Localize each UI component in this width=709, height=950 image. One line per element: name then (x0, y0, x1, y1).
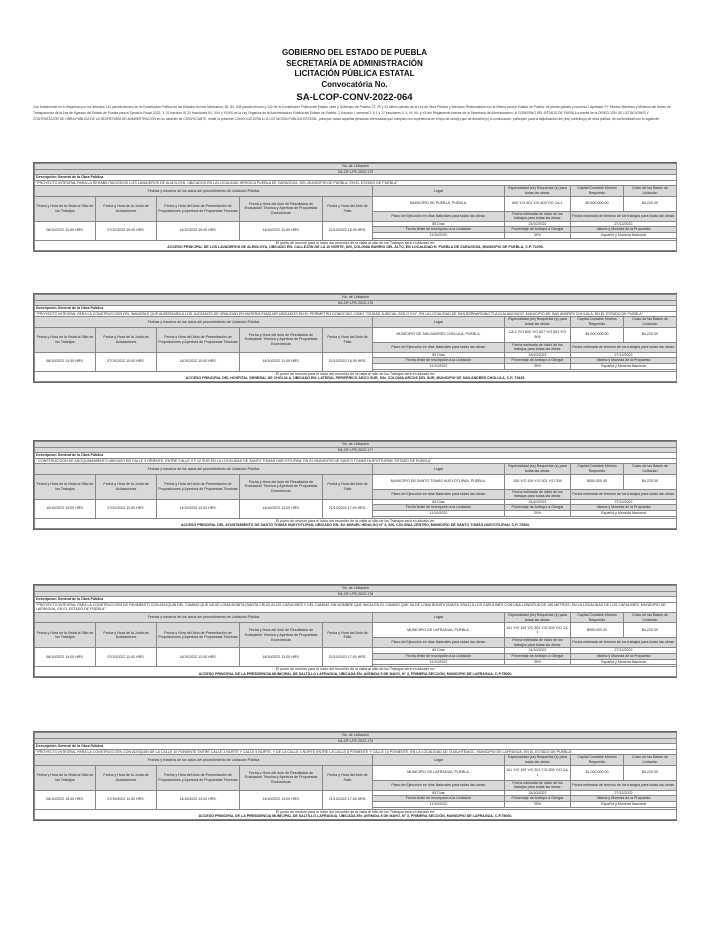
plazo-label: Plazo de Ejecución en días Naturales para todas las obras: (373, 489, 505, 499)
presentacion-value: 14/10/2022 10:00 HRS. (157, 221, 240, 240)
no-licitacion-label: No. de Licitación (35, 442, 677, 448)
idioma-value: Español y Moneda Nacional (571, 801, 677, 807)
lugar-value: MUNICIPIO DE SANTO TOMÁS HUEYOTLIPAN, PUEBLA. (373, 474, 505, 489)
punto-reunion-value: ACCESO PRINCIPAL DE LOS LAVADEROS DE ALMOLOYA, UBICADO EN: CALLEJÓN DE LA 10 NORTE, S/N, COLONIA BARRIO DEL ALTO, EN LOCALIDAD H. PUEBLA DE ZARAGOZA, MUNICIPIO DE PUEBLA, C.P. 72290. (167, 245, 544, 250)
no-licitacion-label: No. de Licitación (35, 733, 677, 739)
limite-label: Fecha límite de Inscripción a la Licitación (373, 796, 505, 802)
visita-value: 10/10/2022 10:00 HRS. (35, 499, 96, 518)
fallo-value: 21/10/2022 16:30 HRS. (323, 352, 373, 371)
capital-label: Capital Contable Mínimo Requerido (571, 464, 624, 474)
limite-value: 11/10/2022 (373, 510, 505, 516)
junta-label: Fecha y Hora de la Junta de Aclaraciones (96, 765, 157, 790)
anticipo-value: 30% (505, 510, 571, 516)
plazo-label: Plazo de Ejecución en días Naturales para todas las obras: (373, 638, 505, 648)
document-header (0, 48, 709, 104)
especialidad-value: 600 Y/O 601 Y/O 609 Y/O CA-1 (505, 196, 571, 211)
costo-label: Costo de las Bases de Licitación (624, 317, 677, 327)
anticipo-label: Porcentaje de Anticipo a Otorgar (505, 505, 571, 511)
junta-value: 07/10/2022 10:00 HRS. (96, 221, 157, 240)
visita-value: 06/10/2022 15:30 HRS. (35, 790, 96, 809)
descripcion-value: "PROYECTO INTEGRAL PARA LA CONSTRUCCIÓN DE PAVIMENTO CON ADOQUÍN DEL CAMINO QUE VA DE LOMA BONITA (SANTA CRUZ) A LOS CAPULINES Y DEL CAMINO SIN NOMBRE QUE INICIA EN EL CAMINO QUE VA DE LOMA BONITA (SANTA CRUZ) A LOS CAPULINES CON UNA LONGITUD DE 196 METROS, EN LA LOCALIDAD DE LOS CAPULINES, MUNICIPIO DE LAFRAGUA, EN EL ESTADO DE PUEBLA" (35, 602, 677, 612)
costo-label: Costo de las Bases de Licitación (624, 464, 677, 474)
punto-reunion-label: El punto de reunión para el inicio del recorrido de la visita al sitio de los Trabajos será el ubicado en: (275, 240, 436, 245)
licitacion-block (33, 584, 677, 678)
idioma-label: Idioma y Moneda de la Propuesta (571, 358, 677, 364)
visita-label: Fecha y Hora de la Visita al Sitio de los Trabajos (35, 765, 96, 790)
idioma-label: Idioma y Moneda de la Propuesta (571, 653, 677, 659)
termino-label: Fecha estimada de termino de los trabajos para todas las obras: (571, 211, 677, 221)
termino-label: Fecha estimada de termino de los trabajos para todas las obras: (571, 489, 677, 499)
presentacion-label: Fecha y Hora del Acto de Presentación de Proposiciones y Apertura de Propuestas Técnicas (157, 765, 240, 790)
fechas-label: Fechas y horarios de los actos del procedimiento de Licitación Pública (35, 612, 373, 622)
lugar-label: Lugar (373, 612, 505, 622)
lugar-label: Lugar (373, 755, 505, 765)
idioma-value: Español y Moneda Nacional (571, 510, 677, 516)
fallo-label: Fecha y Hora del Acto de Fallo (323, 327, 373, 352)
descripcion-value: "PROYECTO INTEGRAL PARA LA CONSTRUCCIÓN CON ADOQUÍN DE LA CALLE 10 PONIENTE ENTRE CALLE 3 NORTE Y CALLE 5 NORTE, Y DE LA CALLE 3 NORTE ENTRE LA CALLE 8 PONIENTE Y CALLE 10 PONIENTE, EN LA LOCALIDAD DE CUAUHTÉMOC, MUNICIPIO DE LAFRAGUA, EN EL ESTADO DE PUEBLA" (35, 749, 677, 755)
resultados-value: 14/10/2022 13:00 HRS. (240, 648, 323, 667)
costo-value: $4,220.00 (624, 623, 677, 638)
inicio-value: 24/10/2022 (505, 790, 571, 796)
punto-reunion (35, 240, 677, 250)
junta-value: 07/10/2022 11:00 HRS. (96, 499, 157, 518)
presentacion-label: Fecha y Hora del Acto de Presentación de Proposiciones y Apertura de Propuestas Técnicas (157, 327, 240, 352)
lugar-value: MUNICIPIO DE PUEBLA, PUEBLA. (373, 196, 505, 211)
presentacion-value: 14/10/2022 10:00 HRS. (157, 352, 240, 371)
fechas-label: Fechas y horarios de los actos del procedimiento de Licitación Pública (35, 464, 373, 474)
visita-label: Fecha y Hora de la Visita al Sitio de los Trabajos (35, 623, 96, 648)
especialidad-label: Especialidad (es) Requerida (s) para todas las obras: (505, 186, 571, 196)
anticipo-value: 30% (505, 363, 571, 369)
capital-value: $500,000.00 (571, 474, 624, 489)
termino-value: 27/12/2022 (571, 499, 677, 505)
idioma-value: Español y Moneda Nacional (571, 232, 677, 238)
plazo-value: 65 Días (373, 790, 505, 796)
limite-label: Fecha límite de Inscripción a la Licitación (373, 227, 505, 233)
resultados-label: Fecha y Hora del Acto de Resultados de Evaluación Técnica y Apertura de Propuestas Económicas (240, 765, 323, 790)
anticipo-value: 30% (505, 659, 571, 665)
fallo-value: 21/10/2022 16:30 HRS. (323, 221, 373, 240)
punto-reunion (35, 667, 677, 677)
plazo-value: 65 Días (373, 648, 505, 654)
presentacion-label: Fecha y Hora del Acto de Presentación de Proposiciones y Apertura de Propuestas Técnicas (157, 623, 240, 648)
termino-value: 27/12/2022 (571, 648, 677, 654)
inicio-label: Fecha estimada de inicio de los trabajos para todas las obras: (505, 342, 571, 352)
limite-label: Fecha límite de Inscripción a la Licitación (373, 505, 505, 511)
especialidad-value: 101 Y/O 109 Y/O 301 Y/O 309 Y/O CA-1 (505, 623, 571, 638)
termino-label: Fecha estimada de termino de los trabajos para todas las obras: (571, 780, 677, 790)
anticipo-value: 30% (505, 232, 571, 238)
descripcion-value: " CONSTRUCCIÓN DE ADOQUINAMIENTO UBICADO EN CALLE 3 ORIENTE, ENTRE CALLE 4 Y 12 SUR EN LA LOCALIDAD DE SANTO TOMÁS HUEYOTLIPAN, EN EL MUNICIPIO DE SANTO TOMÁS HUEYOTLIPAN, ESTADO DE PUEBLA" (35, 458, 677, 464)
limite-value: 11/10/2022 (373, 363, 505, 369)
lugar-label: Lugar (373, 317, 505, 327)
plazo-label: Plazo de Ejecución en días Naturales para todas las obras: (373, 211, 505, 221)
licitacion-block (33, 293, 677, 383)
junta-value: 07/10/2022 11:00 HRS. (96, 648, 157, 667)
descripcion-label: Descripción General de la Obra Pública (35, 744, 677, 750)
plazo-label: Plazo de Ejecución en días Naturales para todas las obras: (373, 780, 505, 790)
punto-reunion-value: ACCESO PRINCIPAL DEL HOSPITAL GENERAL DE CHOLULA, UBICADO EN: LATERAL PERIFÉRICO ARCO SUR, S/N, COLONIA ARCOS DEL SUR, MUNICIPIO DE SAN ANDRÉS CHOLULA, C.P. 72825. (185, 376, 526, 381)
visita-value: 06/10/2022 14:30 HRS. (35, 352, 96, 371)
fallo-value: 21/10/2022 17:00 HRS. (323, 499, 373, 518)
anticipo-label: Porcentaje de Anticipo a Otorgar (505, 227, 571, 233)
costo-value: $4,220.00 (624, 196, 677, 211)
resultados-value: 14/10/2022 13:00 HRS. (240, 499, 323, 518)
fallo-value: 21/10/2022 17:00 HRS. (323, 790, 373, 809)
especialidad-value: 101 Y/O 109 Y/O 301 Y/O 309 Y/O CA-1 (505, 765, 571, 780)
limite-label: Fecha límite de Inscripción a la Licitación (373, 358, 505, 364)
punto-reunion-value: ACCESO PRINCIPAL DE LA PRESIDENCIA MUNICIPAL DE SALTILLO LAFRAGUA, UBICADA EN: AVENIDA 5 DE MAYO, N° 3, PRIMERA SECCIÓN, MUNICIPIO DE LAFRAGUA, C.P.75060. (198, 671, 513, 676)
no-licitacion-label: No. de Licitación (35, 164, 677, 170)
idioma-value: Español y Moneda Nacional (571, 363, 677, 369)
presentacion-value: 14/10/2022 12:00 HRS. (157, 499, 240, 518)
capital-label: Capital Contable Mínimo Requerido (571, 186, 624, 196)
limite-value: 11/10/2022 (373, 801, 505, 807)
punto-reunion-label: El punto de reunión para el inicio del recorrido de la visita al sitio de los Trabajos será el ubicado en: (275, 809, 436, 814)
resultados-label: Fecha y Hora del Acto de Resultados de Evaluación Técnica y Apertura de Propuestas Económicas (240, 196, 323, 221)
plazo-value: 65 Días (373, 499, 505, 505)
resultados-label: Fecha y Hora del Acto de Resultados de Evaluación Técnica y Apertura de Propuestas Económicas (240, 327, 323, 352)
punto-reunion (35, 809, 677, 819)
visita-value: 06/10/2022 14:00 HRS. (35, 648, 96, 667)
presentacion-label: Fecha y Hora del Acto de Presentación de Proposiciones y Apertura de Propuestas Técnicas (157, 474, 240, 499)
punto-reunion-label: El punto de reunión para el inicio del recorrido de la visita al sitio de los Trabajos será el ubicado en: (275, 667, 436, 672)
junta-label: Fecha y Hora de la Junta de Aclaraciones (96, 623, 157, 648)
limite-value: 11/10/2022 (373, 659, 505, 665)
licitacion-block (33, 440, 677, 530)
visita-label: Fecha y Hora de la Visita al Sitio de los Trabajos (35, 474, 96, 499)
resultados-value: 14/10/2022 11:00 HRS. (240, 221, 323, 240)
fallo-label: Fecha y Hora del Acto de Fallo (323, 474, 373, 499)
no-licitacion-value: SA-OP-LPE-2022-179 (35, 738, 677, 744)
no-licitacion-label: No. de Licitación (35, 295, 677, 301)
capital-label: Capital Contable Mínimo Requerido (571, 317, 624, 327)
anticipo-label: Porcentaje de Anticipo a Otorgar (505, 653, 571, 659)
capital-value: $1,000,000.00 (571, 765, 624, 780)
no-licitacion-value: SA-OP-LPE-2022-175 (35, 169, 677, 175)
inicio-label: Fecha estimada de inicio de los trabajos para todas las obras: (505, 211, 571, 221)
descripcion-value: "PROYECTO INTEGRAL PARA LA CONSTRUCCIÓN DEL INMUEBLE QUE ALBERGARÁ A LOS JUZGADOS DE ORALIDAD EN MATERIA FAMILIAR UBICADOS EN EL PERÍMETRO CONOCIDO COMO "CIUDAD JUDICIAL SIGLO XXI", EN LA LOCALIDAD DE SAN BERNARDINO TLAXCALANCINGO, MUNICIPIO DE SAN ANDRÉS CHOLULA, EN EL ESTADO DE PUEBLA" (35, 311, 677, 317)
junta-label: Fecha y Hora de la Junta de Aclaraciones (96, 327, 157, 352)
idioma-value: Español y Moneda Nacional (571, 659, 677, 665)
visita-label: Fecha y Hora de la Visita al Sitio de los Trabajos (35, 327, 96, 352)
especialidad-value: 100 Y/O 109 Y/O 301 Y/O 309 (505, 474, 571, 489)
termino-label: Fecha estimada de termino de los trabajos para todas las obras: (571, 342, 677, 352)
no-licitacion-value: SA-OP-LPE-2022-178 (35, 591, 677, 597)
inicio-value: 24/10/2022 (505, 499, 571, 505)
termino-value: 27/12/2022 (571, 221, 677, 227)
convocatoria-code: SA-LCOP-CONV-2022-064 (296, 92, 413, 103)
intro-paragraph: Con fundamento en lo dispuesto por los artículos 134 párrafo tercero de la Constitución Política de los Estados Unidos Mexicanos, 82, 83, 108 párrafo tercero y 122 de la Constitución Política del Estado Libre y Soberano de Puebla; 27, 29 y 31 último párrafo de la Ley de Obra Pública y Servicios Relacionados con la Misma para el Estado de Puebla; 46 primer párrafo y numeral 2 Apartado "H" Montos Máximos y Mínimos del Anexo de Transparencia de la Ley de Egresos del Estado de Puebla para el Ejercicio Fiscal 2022; 3, 31 fracción III, 34 fracciones XV, XXII y XXXIII de la Ley Orgánica de la Administración Pública del Estado de Puebla; 2, fracción I, numeral 1, 5.1 y 17 fracciones II, V, VI, VII, y XII del Reglamento Interior de la Secretaría de Administración, el GOBIERNO DEL ESTADO DE PUEBLA a través de la DIRECCIÓN DE LICITACIONES Y CONTRATACIÓN DE OBRA PÚBLICA DE LA SECRETARÍA DE ADMINISTRACIÓN en su carácter de CONVOCANTE, emite la presente CONVOCATORIA A LA LICITACIÓN PÚBLICA ESTATAL, para que todas aquellas personas interesadas que cumplan con experiencia en el tipo de obra(s) que se describe(n) a continuación, participen para la adjudicación del (los) contrato(s) de obra pública, de conformidad con lo siguiente: (33, 105, 671, 121)
fechas-label: Fechas y horarios de los actos del procedimiento de Licitación Pública (35, 186, 373, 196)
costo-value: $4,220.00 (624, 327, 677, 342)
termino-value: 27/12/2022 (571, 790, 677, 796)
resultados-label: Fecha y Hora del Acto de Resultados de Evaluación Técnica y Apertura de Propuestas Económicas (240, 623, 323, 648)
presentacion-value: 14/10/2022 12:00 HRS. (157, 790, 240, 809)
inicio-label: Fecha estimada de inicio de los trabajos para todas las obras: (505, 638, 571, 648)
header-line-2: SECRETARÍA DE ADMINISTRACIÓN (286, 58, 423, 68)
capital-value: $2,600,000.00 (571, 196, 624, 211)
termino-label: Fecha estimada de termino de los trabajos para todas las obras: (571, 638, 677, 648)
lugar-value: MUNICIPIO DE LAFRAGUA, PUEBLA. (373, 765, 505, 780)
lugar-value: MUNICIPIO DE SAN ANDRÉS CHOLULA, PUEBLA. (373, 327, 505, 342)
resultados-value: 14/10/2022 11:00 HRS. (240, 352, 323, 371)
fallo-value: 21/10/2022 17:00 HRS. (323, 648, 373, 667)
idioma-label: Idioma y Moneda de la Propuesta (571, 227, 677, 233)
plazo-label: Plazo de Ejecución en días Naturales para todas las obras: (373, 342, 505, 352)
descripcion-value: "PROYECTO INTEGRAL PARA LA REHABILITACIÓN DE LOS LAVADEROS DE ALMOLOYA, UBICADOS EN LA LOCALIDAD HEROICA PUEBLA DE ZARAGOZA, DEL MUNICIPIO DE PUEBLA, EN EL ESTADO DE PUEBLA" (35, 180, 677, 186)
lugar-value: MUNICIPIO DE LAFRAGUA, PUEBLA. (373, 623, 505, 638)
punto-reunion-label: El punto de reunión para el inicio del recorrido de la visita al sitio de los Trabajos será el ubicado en: (275, 518, 436, 523)
punto-reunion (35, 518, 677, 528)
punto-reunion-label: El punto de reunión para el inicio del recorrido de la visita al sitio de los Trabajos será el ubicado en: (275, 371, 436, 376)
visita-value: 06/10/2022 11:00 HRS. (35, 221, 96, 240)
descripcion-label: Descripción General de la Obra Pública (35, 597, 677, 603)
idioma-label: Idioma y Moneda de la Propuesta (571, 796, 677, 802)
resultados-label: Fecha y Hora del Acto de Resultados de Evaluación Técnica y Apertura de Propuestas Económicas (240, 474, 323, 499)
costo-label: Costo de las Bases de Licitación (624, 755, 677, 765)
capital-value: $4,500,000.00 (571, 327, 624, 342)
punto-reunion (35, 371, 677, 381)
junta-label: Fecha y Hora de la Junta de Aclaraciones (96, 196, 157, 221)
inicio-value: 24/10/2022 (505, 352, 571, 358)
header-line-4: Convocatória No. (321, 79, 388, 89)
inicio-label: Fecha estimada de inicio de los trabajos para todas las obras: (505, 489, 571, 499)
visita-label: Fecha y Hora de la Visita al Sitio de los Trabajos (35, 196, 96, 221)
junta-label: Fecha y Hora de la Junta de Aclaraciones (96, 474, 157, 499)
header-line-3: LICITACIÓN PÚBLICA ESTATAL (294, 69, 415, 78)
fallo-label: Fecha y Hora del Acto de Fallo (323, 623, 373, 648)
punto-reunion-value: ACCESO PRINCIPAL DE LA PRESIDENCIA MUNICIPAL DE SALTILLO LAFRAGUA, UBICADA EN: AVENIDA 5 DE MAYO, N° 3, PRIMERA SECCIÓN, MUNICIPIO DE LAFRAGUA, C.P.75060. (198, 814, 513, 819)
especialidad-label: Especialidad (es) Requerida (s) para todas las obras: (505, 317, 571, 327)
costo-value: $4,220.00 (624, 474, 677, 489)
idioma-label: Idioma y Moneda de la Propuesta (571, 505, 677, 511)
plazo-value: 65 Días (373, 352, 505, 358)
plazo-value: 65 Días (373, 221, 505, 227)
no-licitacion-value: SA-OP-LPE-2022-177 (35, 447, 677, 453)
resultados-value: 14/10/2022 13:00 HRS. (240, 790, 323, 809)
costo-label: Costo de las Bases de Licitación (624, 612, 677, 622)
limite-value: 11/10/2022 (373, 232, 505, 238)
costo-value: $4,220.00 (624, 765, 677, 780)
limite-label: Fecha límite de Inscripción a la Licitación (373, 653, 505, 659)
termino-value: 27/12/2022 (571, 352, 677, 358)
especialidad-label: Especialidad (es) Requerida (s) para todas las obras: (505, 464, 571, 474)
no-licitacion-label: No. de Licitación (35, 586, 677, 592)
inicio-value: 24/10/2022 (505, 648, 571, 654)
inicio-value: 24/10/2022 (505, 221, 571, 227)
fechas-label: Fechas y horarios de los actos del procedimiento de Licitación Pública (35, 317, 373, 327)
anticipo-label: Porcentaje de Anticipo a Otorgar (505, 796, 571, 802)
fechas-label: Fechas y horarios de los actos del procedimiento de Licitación Pública (35, 755, 373, 765)
especialidad-label: Especialidad (es) Requerida (s) para todas las obras: (505, 612, 571, 622)
lugar-label: Lugar (373, 186, 505, 196)
lugar-label: Lugar (373, 464, 505, 474)
presentacion-value: 14/10/2022 12:00 HRS. (157, 648, 240, 667)
licitacion-block (33, 731, 677, 821)
descripcion-label: Descripción General de la Obra Pública (35, 306, 677, 312)
descripcion-label: Descripción General de la Obra Pública (35, 453, 677, 459)
inicio-label: Fecha estimada de inicio de los trabajos para todas las obras: (505, 780, 571, 790)
costo-label: Costo de las Bases de Licitación (624, 186, 677, 196)
header-line-1: GOBIERNO DEL ESTADO DE PUEBLA (281, 48, 428, 57)
capital-label: Capital Contable Mínimo Requerido (571, 755, 624, 765)
punto-reunion-value: ACCESO PRINCIPAL DEL AYUNTAMIENTO DE SANTO TOMÁS HUEYOTLIPAN, UBICADO EN: AV. MIGUEL HIDALGO N° 3, S/N, COLONIA CENTRO, MUNICIPIO DE SANTO TOMÁS HUEYOTLIPAN, C.P. 75500. (180, 523, 531, 528)
capital-label: Capital Contable Mínimo Requerido (571, 612, 624, 622)
fallo-label: Fecha y Hora del Acto de Fallo (323, 196, 373, 221)
especialidad-value: CA-1 Y/O 600 Y/O 607 Y/O 601 Y/O 609 (505, 327, 571, 342)
descripcion-label: Descripción General de la Obra Pública (35, 175, 677, 181)
presentacion-label: Fecha y Hora del Acto de Presentación de Proposiciones y Apertura de Propuestas Técnicas (157, 196, 240, 221)
junta-value: 07/10/2022 11:00 HRS. (96, 790, 157, 809)
anticipo-value: 30% (505, 801, 571, 807)
fallo-label: Fecha y Hora del Acto de Fallo (323, 765, 373, 790)
capital-value: $900,000.00 (571, 623, 624, 638)
junta-value: 07/10/2022 10:00 HRS. (96, 352, 157, 371)
especialidad-label: Especialidad (es) Requerida (s) para todas las obras: (505, 755, 571, 765)
anticipo-label: Porcentaje de Anticipo a Otorgar (505, 358, 571, 364)
licitacion-block (33, 162, 677, 252)
no-licitacion-value: SA-OP-LPE-2022-176 (35, 300, 677, 306)
